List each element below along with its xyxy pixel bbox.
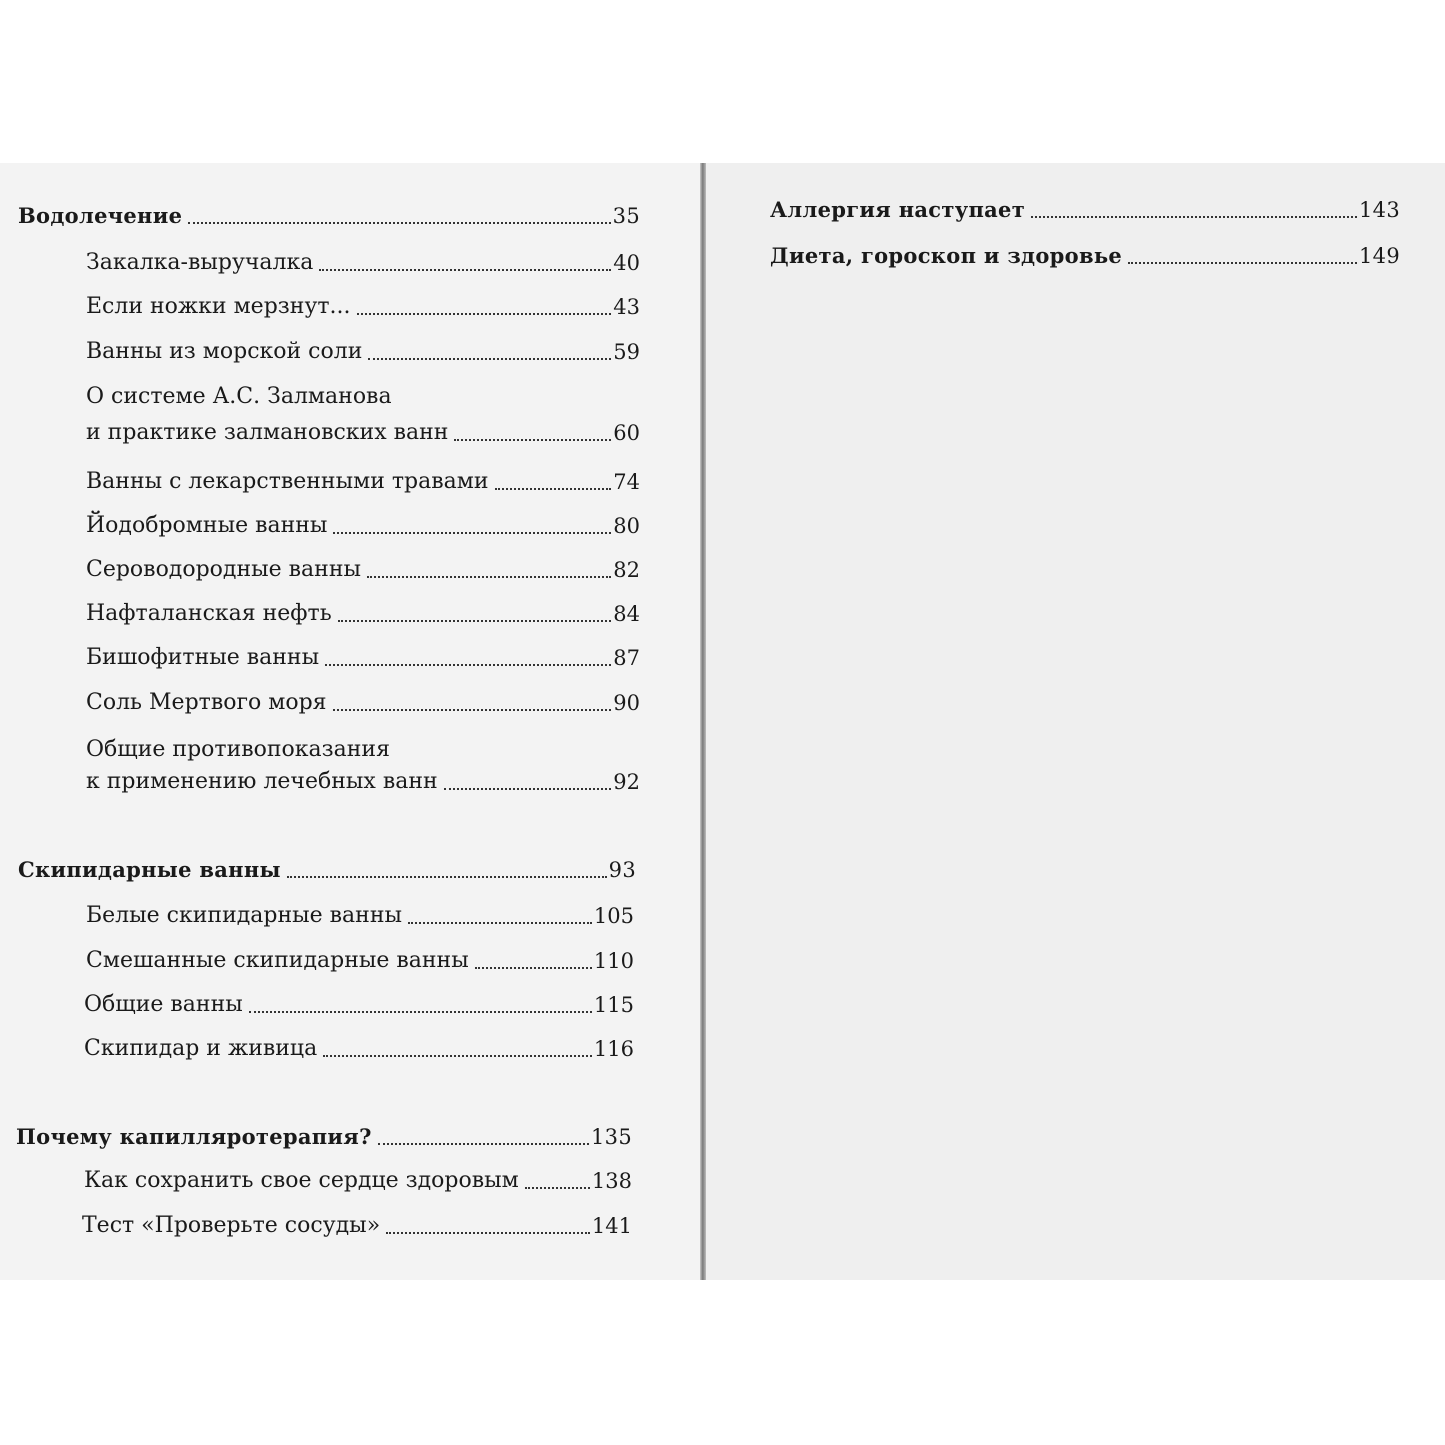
toc-title: Тест «Проверьте сосуды» xyxy=(82,1213,381,1238)
toc-entry xyxy=(86,557,640,583)
toc-entry xyxy=(86,903,634,929)
dot-leader xyxy=(333,709,612,711)
dot-leader xyxy=(249,1011,592,1013)
toc-title: Ванны из морской соли xyxy=(86,339,363,364)
dot-leader xyxy=(338,620,612,622)
toc-title: Аллергия наступает xyxy=(770,197,1026,222)
toc-page-number: 84 xyxy=(613,602,640,626)
toc-title: Йодобромные ванны xyxy=(86,513,328,538)
toc-entry xyxy=(84,1036,634,1062)
left-page xyxy=(0,163,700,1280)
toc-entry xyxy=(86,601,640,627)
toc-page-number: 35 xyxy=(612,204,640,228)
dot-leader xyxy=(386,1232,590,1234)
toc-entry xyxy=(84,992,634,1018)
dot-leader xyxy=(323,1055,592,1057)
dot-leader xyxy=(378,1143,589,1145)
right-page xyxy=(706,163,1445,1280)
toc-entry xyxy=(86,384,640,446)
toc-page-number: 92 xyxy=(613,770,640,794)
toc-page-number: 60 xyxy=(613,421,640,445)
dot-leader xyxy=(287,876,607,878)
dot-leader xyxy=(1128,262,1357,264)
toc-page-number: 116 xyxy=(593,1037,634,1061)
toc-title: Водолечение xyxy=(18,203,183,228)
toc-title: Если ножки мерзнут... xyxy=(86,294,351,319)
toc-title: Закалка-выручалка xyxy=(86,250,314,275)
toc-entry xyxy=(16,1124,632,1150)
toc-entry xyxy=(86,948,634,974)
toc-page-number: 87 xyxy=(613,646,640,670)
toc-page-number: 82 xyxy=(613,558,640,582)
toc-entry xyxy=(770,243,1400,269)
dot-leader xyxy=(408,922,592,924)
toc-title-first-line: Общие противопоказания xyxy=(86,737,390,762)
toc-title-first-line: О системе А.С. Залманова xyxy=(86,384,392,409)
toc-title: Соль Мертвого моря xyxy=(86,690,327,715)
toc-title: Смешанные скипидарные ванны xyxy=(86,948,469,973)
toc-entry xyxy=(82,1213,632,1239)
toc-page-number: 80 xyxy=(613,514,640,538)
toc-title: Как сохранить свое сердце здоровым xyxy=(84,1168,519,1193)
dot-leader xyxy=(454,439,611,441)
toc-title: Общие ванны xyxy=(84,992,243,1017)
toc-entry xyxy=(86,339,640,365)
toc-entry xyxy=(86,294,640,320)
toc-page-number: 74 xyxy=(613,470,640,494)
toc-page-number: 93 xyxy=(608,858,636,882)
book-spread xyxy=(0,163,1445,1280)
toc-title: Диета, гороскоп и здоровье xyxy=(770,243,1123,268)
dot-leader xyxy=(319,269,611,271)
toc-page-number: 43 xyxy=(613,295,640,319)
toc-title: Почему капилляротерапия? xyxy=(16,1124,372,1149)
toc-page-number: 110 xyxy=(593,949,634,973)
toc-title: и практике залмановских ванн xyxy=(86,420,449,445)
toc-page-number: 143 xyxy=(1359,198,1400,222)
toc-title: к применению лечебных ванн xyxy=(86,769,438,794)
dot-leader xyxy=(368,358,611,360)
toc-title: Сероводородные ванны xyxy=(86,557,361,582)
toc-title: Бишофитные ванны xyxy=(86,645,320,670)
toc-page-number: 59 xyxy=(613,340,640,364)
toc-entry xyxy=(770,197,1400,223)
toc-entry xyxy=(84,1168,632,1194)
toc-title: Скипидар и живица xyxy=(84,1036,318,1061)
toc-page-number: 40 xyxy=(613,251,640,275)
dot-leader xyxy=(325,664,611,666)
toc-page-number: 90 xyxy=(613,691,640,715)
toc-entry xyxy=(18,857,636,883)
dot-leader xyxy=(357,313,612,315)
toc-entry xyxy=(86,513,640,539)
dot-leader xyxy=(188,222,610,224)
toc-entry xyxy=(86,250,640,276)
dot-leader xyxy=(333,532,611,534)
toc-entry xyxy=(18,203,640,229)
toc-title: Нафталанская нефть xyxy=(86,601,332,626)
toc-page-number: 149 xyxy=(1359,244,1400,268)
dot-leader xyxy=(367,576,611,578)
toc-title: Ванны с лекарственными травами xyxy=(86,469,489,494)
dot-leader xyxy=(1031,216,1357,218)
toc-page-number: 135 xyxy=(591,1125,632,1149)
toc-entry xyxy=(86,645,640,671)
toc-entry xyxy=(86,737,640,795)
toc-page-number: 115 xyxy=(593,993,634,1017)
dot-leader xyxy=(475,967,592,969)
toc-title: Белые скипидарные ванны xyxy=(86,903,403,928)
toc-page-number: 141 xyxy=(591,1214,632,1238)
toc-entry xyxy=(86,469,640,495)
toc-page-number: 138 xyxy=(591,1169,632,1193)
dot-leader xyxy=(444,788,612,790)
dot-leader xyxy=(495,488,612,490)
toc-entry xyxy=(86,690,640,716)
toc-page-number: 105 xyxy=(593,904,634,928)
toc-title: Скипидарные ванны xyxy=(18,857,281,882)
dot-leader xyxy=(525,1187,590,1189)
